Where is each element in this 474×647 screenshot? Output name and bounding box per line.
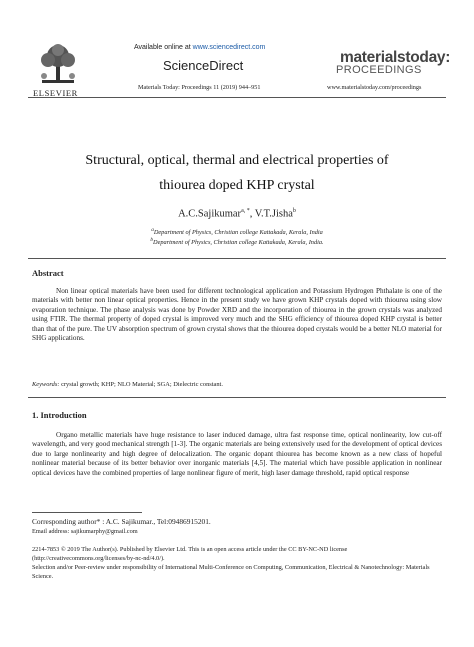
- elsevier-logo-icon: [34, 42, 82, 86]
- journal-title: materialstoday:: [340, 49, 451, 66]
- keywords-label: Keywords:: [32, 381, 60, 388]
- header-rule: [28, 97, 446, 98]
- author-2-sup: b: [292, 208, 296, 214]
- affiliation-a-sup: a: [151, 227, 154, 233]
- citation-line: Materials Today: Proceedings 11 (2019) 944–951: [138, 84, 261, 91]
- keywords-bottom-rule: [28, 397, 446, 398]
- abstract-text: Non linear optical materials have been used for different technological application and Potassium Hydrogen Phthalate is one of the materials with better non linear optical properties. Hence in the present study we have grown KHP crystals doped with thiourea using slow evaporation technique. The phase analysis was done by Powder XRD and the incorporation of thiourea in the grown crystals was analyzed using FTIR. The thermal property of doped crystal is improved very much and the SHG efficiency of thiourea doped KHP crystal is better than that of the pure. The UV absorption spectrum of grown crystal shows that the thiourea doped crystals would be a better NLO material for SHG applications.: [32, 287, 442, 343]
- abstract-section: [32, 268, 64, 278]
- affiliation-b-sup: b: [150, 237, 154, 243]
- email-address[interactable]: Email address: sajikumarphy@gmail.com: [32, 528, 138, 535]
- abstract-body: [32, 287, 442, 343]
- footnote-rule: [32, 512, 142, 513]
- author-1-sup: a, *: [241, 208, 250, 214]
- introduction-body: [32, 431, 442, 478]
- keywords: [32, 381, 442, 388]
- selection-statement: Selection and/or Peer-review under responsibility of International Multi-Conference on Computing, Communication, Electrical & Nanotechnology: Materials Science.: [32, 564, 430, 580]
- introduction-section: [32, 410, 87, 420]
- journal-subtitle: PROCEEDINGS: [336, 64, 422, 76]
- available-online-text: [134, 44, 265, 51]
- license-statement: 2214-7853 © 2019 The Author(s). Published by Elsevier Ltd. This is an open access article under the CC BY-NC-ND license (http://creativecommons.org/licenses/by-nc-nd/4.0/).: [32, 546, 348, 562]
- paper-title-line-2: thiourea doped KHP crystal: [159, 178, 315, 193]
- available-prefix: Available online at: [134, 44, 193, 51]
- affiliation-a-text: Department of Physics, Christian college Kattakada, Kerala, India: [153, 229, 323, 237]
- platform-name: ScienceDirect: [163, 58, 244, 73]
- abstract-top-rule: [28, 258, 446, 259]
- keywords-text: crystal growth; KHP; NLO Material; SGA; Dielectric constant.: [59, 381, 223, 388]
- affiliation-b-text: Department of Physics, Christian college Kattakada, Kerala, India.: [153, 239, 324, 247]
- author-1: A.C.Sajikumar: [178, 208, 242, 220]
- affiliation-a: [0, 227, 474, 236]
- sciencedirect-link[interactable]: www.sciencedirect.com: [192, 44, 266, 51]
- affiliation-b: [0, 237, 474, 246]
- corresponding-author: Corresponding author* : A.C. Sajikumar., Tel:09486915201.: [32, 517, 211, 526]
- publisher-name: ELSEVIER: [33, 88, 78, 98]
- introduction-heading: 1. Introduction: [32, 410, 87, 420]
- author-separator: , V.T.Jisha: [249, 208, 293, 220]
- introduction-text: Organo metallic materials have huge resistance to laser induced damage, ultra fast response time, optical nonlinearity, low cut-off wavelength, and very good mechanical strength [1-3]. The organic materials are being extensively used for the development of optical devices due to large nonlinearity and high degree of delocalization. The organic dopant thiourea has become known as a new class of hopeful nonlinear material because of its better behavior over inorganic materials [4,5]. The material which have possible application in nonlinear optical devices have the combined properties of large nonlinear figure of merit, high laser damage threshold, rapid optical response: [32, 431, 442, 477]
- journal-url[interactable]: www.materialstoday.com/proceedings: [327, 84, 422, 91]
- paper-title-line-1: Structural, optical, thermal and electrical properties of: [85, 153, 389, 168]
- abstract-heading: Abstract: [32, 268, 64, 278]
- author-list: [0, 208, 474, 220]
